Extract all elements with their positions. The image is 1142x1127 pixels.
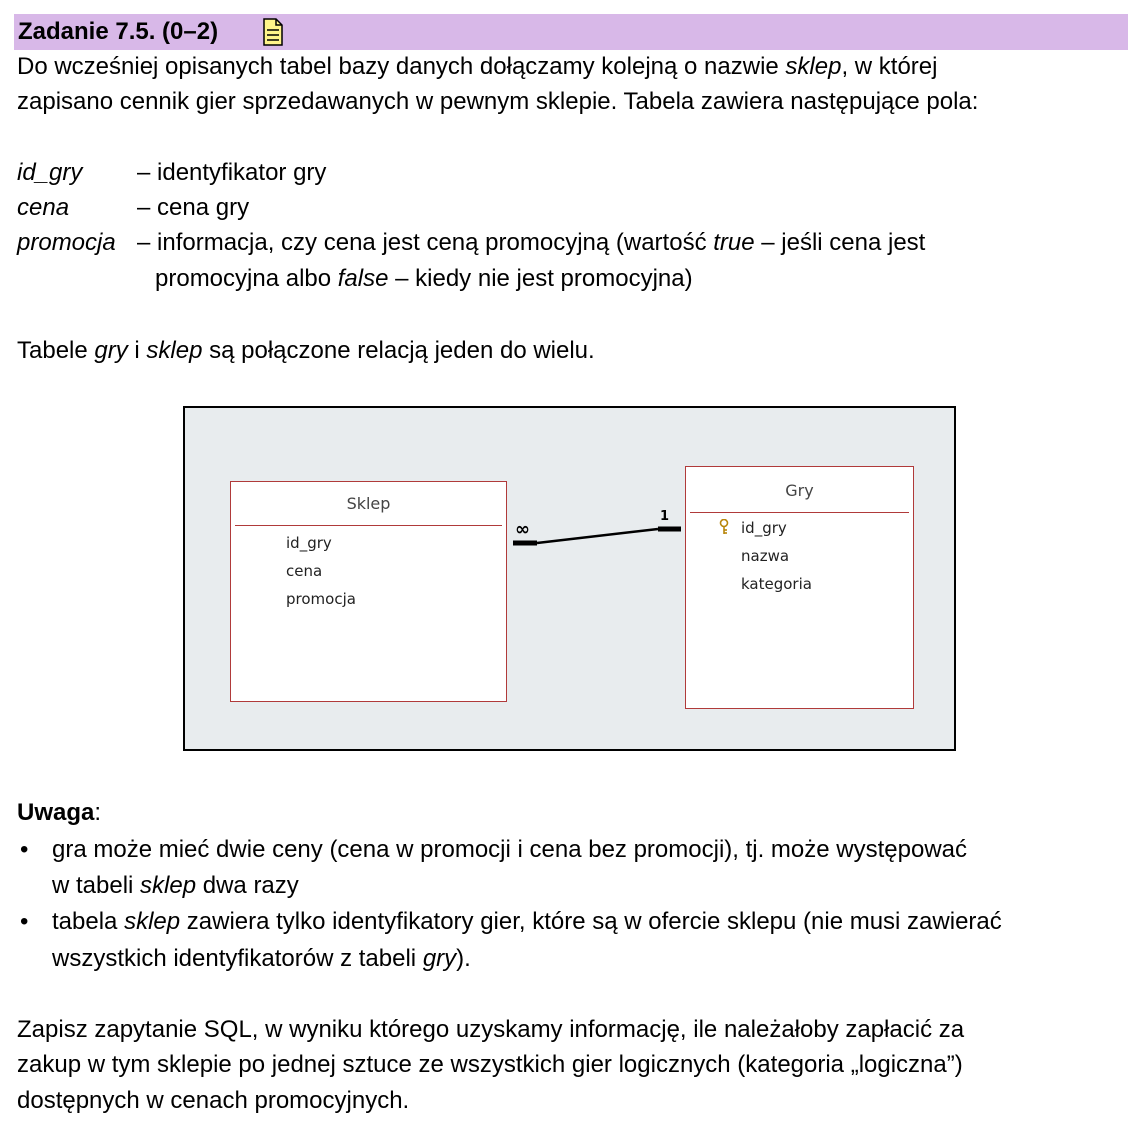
field-desc-id_gry: – identyfikator gry	[137, 159, 327, 186]
task-line-3: dostępnych w cenach promocyjnych.	[17, 1087, 410, 1114]
note-bullet-1-line-1: gra może mieć dwie ceny (cena w promocji i cena bez promocji), tj. może występować	[52, 836, 968, 863]
task-line-1: Zapisz zapytanie SQL, w wyniku którego uzyskamy informację, ile należałoby zapłacić za	[17, 1016, 965, 1043]
table-sklep-title: Sklep	[346, 494, 391, 513]
intro-line-2: zapisano cennik gier sprzedawanych w pewnym sklepie. Tabela zawiera następujące pola:	[17, 88, 979, 115]
table-gry-field: nazwa	[741, 547, 790, 565]
one-symbol: 1	[660, 509, 670, 524]
note-title: Uwaga:	[17, 799, 102, 826]
relationship-diagram	[183, 406, 956, 751]
table-sklep-field: id_gry	[286, 534, 332, 552]
field-desc-cena: – cena gry	[137, 194, 250, 221]
document-icon	[262, 18, 284, 46]
table-sklep-field: cena	[286, 562, 323, 580]
table-gry-field: id_gry	[741, 519, 787, 537]
bullet: •	[20, 908, 29, 935]
note-bullet-2-line-1: tabela sklep zawiera tylko identyfikatory gier, które są w ofercie sklepu (nie musi zawierać	[52, 908, 1002, 935]
intro-line-1: Do wcześniej opisanych tabel bazy danych dołączamy kolejną o nazwie sklep, w której	[17, 53, 938, 80]
relation-sentence: Tabele gry i sklep są połączone relacją jeden do wielu.	[17, 337, 595, 364]
task-header	[14, 14, 1128, 50]
note-bullet-1-line-2: w tabeli sklep dwa razy	[52, 872, 299, 899]
field-name-cena: cena	[17, 194, 70, 221]
bullet: •	[20, 836, 29, 863]
note-bullet-2-line-2: wszystkich identyfikatorów z tabeli gry).	[52, 945, 471, 972]
table-gry-title: Gry	[785, 481, 814, 500]
task-title: Zadanie 7.5. (0–2)	[18, 18, 219, 45]
field-name-id_gry: id_gry	[17, 159, 83, 186]
many-symbol: ∞	[515, 519, 530, 540]
field-desc-promocja-cont: promocyjna albo false – kiedy nie jest promocyjna)	[155, 265, 693, 292]
table-sklep-field: promocja	[286, 590, 356, 608]
table-gry-field: kategoria	[741, 575, 812, 593]
field-desc-promocja: – informacja, czy cena jest ceną promocyjną (wartość true – jeśli cena jest	[137, 229, 926, 256]
field-name-promocja: promocja	[17, 229, 116, 256]
relationship-line	[185, 408, 958, 753]
task-line-2: zakup w tym sklepie po jednej sztuce ze wszystkich gier logicznych (kategoria „logiczna”)	[17, 1051, 963, 1078]
